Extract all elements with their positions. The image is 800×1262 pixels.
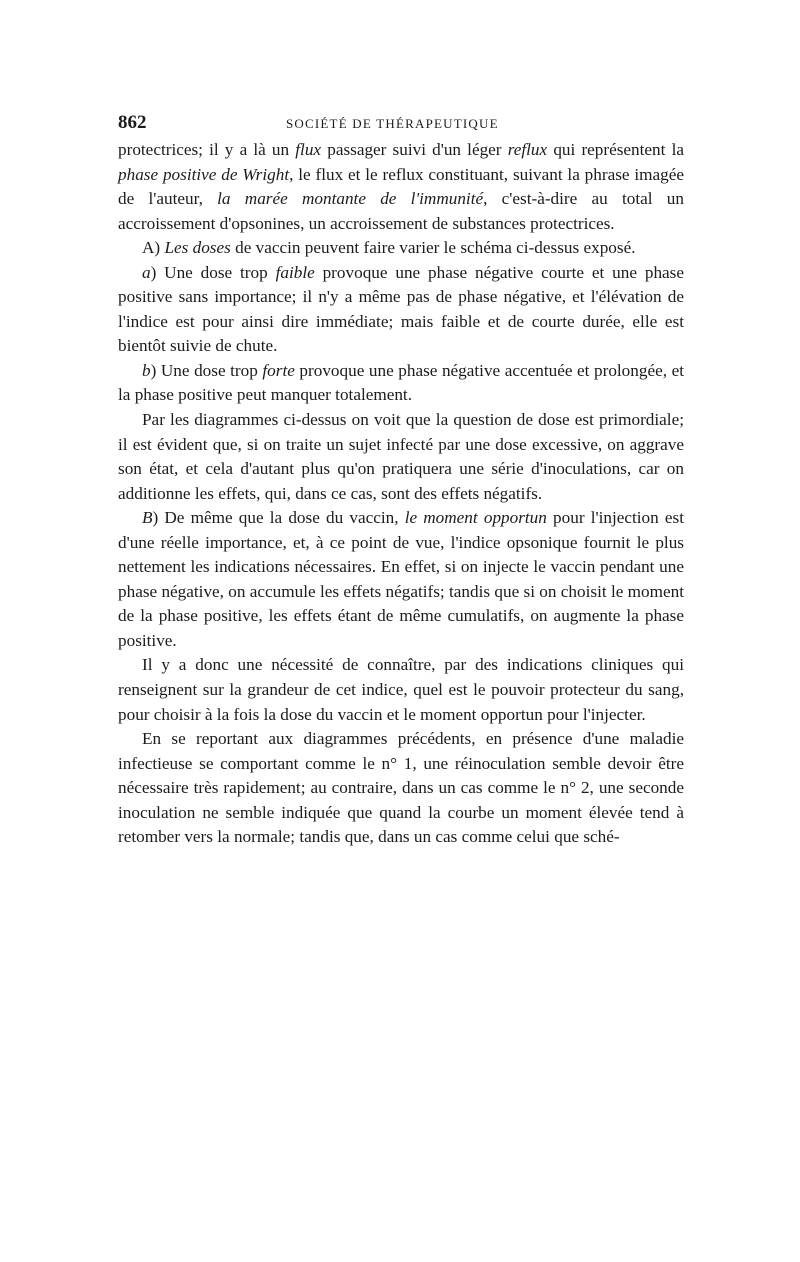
- italic-text: reflux: [507, 140, 548, 159]
- paragraph: [118, 653, 684, 727]
- italic-text: b: [142, 360, 151, 380]
- italic-text: a: [142, 262, 151, 282]
- text-run: qui représentent la: [547, 140, 684, 159]
- italic-text: faible: [275, 262, 315, 282]
- text-run: ) Une dose trop: [150, 360, 263, 380]
- italic-text: Les doses: [164, 238, 231, 258]
- text-run: de vaccin peuvent faire varier le schéma ci-dessus exposé.: [230, 238, 636, 258]
- italic-text: phase positive de Wright: [118, 164, 290, 184]
- italic-text: la marée montante de l'immunité: [217, 189, 484, 209]
- paragraph: [118, 261, 684, 359]
- italic-text: le moment opportun: [404, 508, 547, 528]
- page-number: 862: [118, 112, 147, 133]
- text-run: , c'est-à-dire au total un accroissement d'opsonines, un accroissement de substances protectrices.: [118, 189, 684, 233]
- paragraph: [118, 138, 684, 236]
- text-run: protectrices; il y a là un: [118, 140, 296, 159]
- page-header: [118, 112, 684, 138]
- text-run: , le flux et le reflux constituant, suivant la phrase imagée de l'auteur,: [118, 164, 684, 209]
- text-run: provoque une phase négative accentuée et prolongée, et la phase positive peut manquer totalement.: [118, 360, 684, 405]
- text-run: En se reportant aux diagrammes précédents, en présence d'une maladie infectieuse se comportant comme le n° 1, une réinoculation semble devoir être nécessaire très rapidement; au contraire, dans un cas comme le n° 2, une seconde inoculation ne semble indiquée que quand la courbe un moment élevée tend à retomber vers la normale; tandis que, dans un cas comme celui que sché-: [118, 729, 684, 847]
- paragraph: [118, 359, 684, 408]
- text-run: Par les diagrammes ci-dessus on voit que la question de dose est primordiale; il est évident que, si on traite un sujet infecté par une dose excessive, on aggrave son état, et cela d'autant plus qu'on pratiquera une série d'inoculations, car on additionne les effets, qui, dans ce cas, sont des effets négatifs.: [118, 410, 684, 503]
- text-run: pour l'injection est d'une réelle importance, et, à ce point de vue, l'indice opsonique fournit le plus nettement les indications nécessaires. En effet, si on injecte le vaccin pendant une phase négative, on accumule les effets négatifs; tandis que si on choisit le moment de la phase positive, les effets étant de même cumulatifs, on augmente la phase positive.: [118, 508, 684, 650]
- running-head: SOCIÉTÉ DE THÉRAPEUTIQUE: [286, 116, 499, 131]
- paragraph: [118, 727, 684, 850]
- text-run: A): [142, 238, 165, 258]
- text-run: Il y a donc une nécessité de connaître, par des indications cliniques qui renseignent sur la grandeur de cet indice, quel est le pouvoir protecteur du sang, pour choisir à la fois la dose du vaccin et le moment opportun pour l'injecter.: [118, 655, 684, 724]
- body-text: [118, 138, 684, 850]
- text-run: ) Une dose trop: [150, 262, 276, 282]
- text-run: passager suivi d'un léger: [321, 140, 508, 159]
- text-run: ) De même que la dose du vaccin,: [152, 508, 405, 528]
- italic-text: forte: [262, 360, 295, 380]
- paragraph: [118, 506, 684, 653]
- italic-text: B: [142, 508, 153, 528]
- text-run: provoque une phase négative courte et une phase positive sans importance; il n'y a même pas de phase négative, et l'élévation de l'indice est pour ainsi dire immédiate; mais faible et de courte durée, elle est bientôt suivie de chute.: [118, 262, 684, 356]
- paragraph: [118, 236, 684, 261]
- paragraph: [118, 408, 684, 506]
- italic-text: flux: [295, 140, 322, 159]
